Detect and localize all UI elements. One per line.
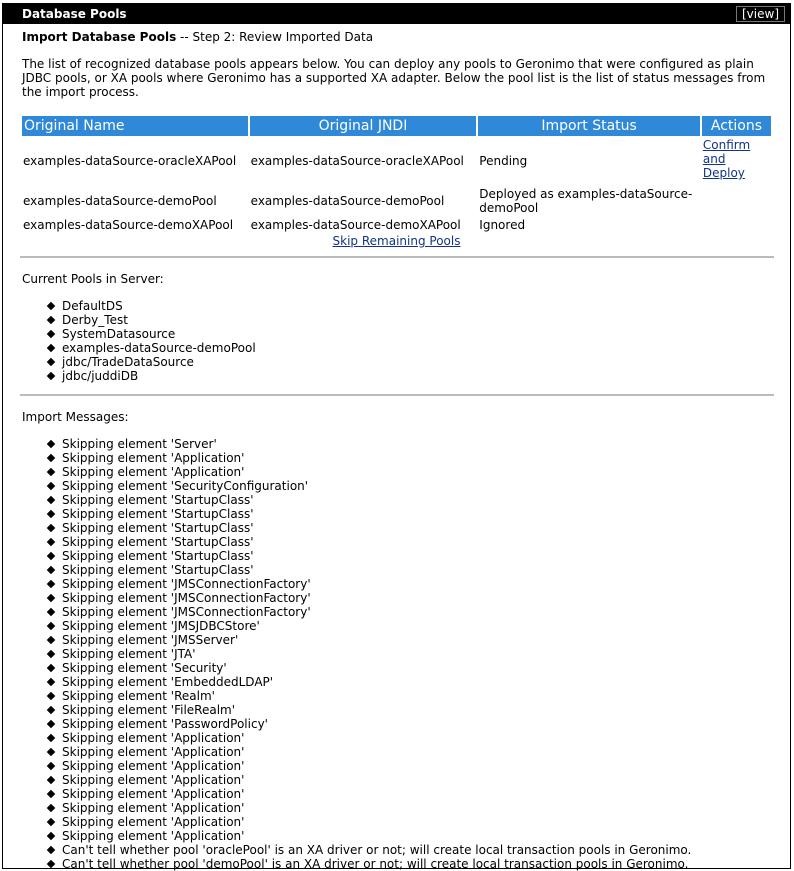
message-item <box>46 563 772 577</box>
pool-status: Ignored <box>479 218 526 232</box>
pools-table-header <box>22 116 771 136</box>
bullet-icon <box>47 692 55 700</box>
bullet-icon <box>47 302 55 310</box>
message-item <box>46 773 772 787</box>
list-item-text: SystemDatasource <box>62 327 176 341</box>
message-item <box>46 605 772 619</box>
message-item <box>46 479 772 493</box>
bullet-icon <box>47 622 55 630</box>
bullet-icon <box>47 636 55 644</box>
bullet-icon <box>47 524 55 532</box>
bullet-icon <box>47 482 55 490</box>
import-messages-list <box>22 437 772 871</box>
message-item <box>46 843 772 857</box>
bullet-icon <box>47 594 55 602</box>
message-item-text: Skipping element 'StartupClass' <box>62 521 254 535</box>
pool-status: Pending <box>479 154 528 168</box>
bullet-icon <box>47 330 55 338</box>
message-item <box>46 717 772 731</box>
bullet-icon <box>47 804 55 812</box>
bullet-icon <box>47 818 55 826</box>
pool-jndi: examples-dataSource-oracleXAPool <box>250 154 464 168</box>
message-item-text: Skipping element 'JMSServer' <box>62 633 239 647</box>
portlet-content <box>3 24 790 871</box>
message-item-text: Skipping element 'EmbeddedLDAP' <box>62 675 274 689</box>
message-item <box>46 451 772 465</box>
message-item <box>46 633 772 647</box>
message-item <box>46 507 772 521</box>
message-item-text: Skipping element 'JMSConnectionFactory' <box>62 577 311 591</box>
divider <box>20 256 774 258</box>
col-import-status: Import Status <box>478 116 700 136</box>
message-item <box>46 857 772 871</box>
message-item-text: Skipping element 'Application' <box>62 731 245 745</box>
table-row <box>22 138 771 184</box>
intro-text: The list of recognized database pools appears below. You can deploy any pools to Geronimo that were configured as plain JDBC pools, or XA pools where Geronimo has a supported XA adapter. Below the pool list is the list of status messages from the import process. <box>22 57 766 99</box>
list-item <box>46 369 772 383</box>
page-heading-title: Import Database Pools <box>22 30 177 44</box>
pool-action <box>702 138 771 184</box>
confirm-link-word-2: and <box>702 152 726 166</box>
list-item-text: jdbc/juddiDB <box>62 369 139 383</box>
pool-jndi: examples-dataSource-demoPool <box>250 194 445 208</box>
bullet-icon <box>47 468 55 476</box>
message-item <box>46 647 772 661</box>
message-item <box>46 493 772 507</box>
message-item-text: Skipping element 'Application' <box>62 465 245 479</box>
bullet-icon <box>47 720 55 728</box>
bullet-icon <box>47 566 55 574</box>
message-item-text: Skipping element 'Application' <box>62 759 245 773</box>
bullet-icon <box>47 776 55 784</box>
bullet-icon <box>47 344 55 352</box>
bullet-icon <box>47 454 55 462</box>
message-item <box>46 787 772 801</box>
message-item-text: Skipping element 'StartupClass' <box>62 549 254 563</box>
pool-jndi: examples-dataSource-demoXAPool <box>250 218 461 232</box>
message-item <box>46 801 772 815</box>
message-item <box>46 549 772 563</box>
message-item-text: Skipping element 'Application' <box>62 745 245 759</box>
message-item <box>46 703 772 717</box>
pool-name: examples-dataSource-demoXAPool <box>23 218 234 232</box>
bullet-icon <box>47 706 55 714</box>
message-item <box>46 437 772 451</box>
bullet-icon <box>47 580 55 588</box>
message-item-text: Skipping element 'Application' <box>62 787 245 801</box>
col-original-name: Original Name <box>22 116 248 136</box>
message-item-text: Skipping element 'Security' <box>62 661 227 675</box>
list-item <box>46 327 772 341</box>
bullet-icon <box>47 316 55 324</box>
message-item <box>46 689 772 703</box>
bullet-icon <box>47 734 55 742</box>
divider <box>20 394 774 396</box>
message-item-text: Skipping element 'PasswordPolicy' <box>62 717 268 731</box>
bullet-icon <box>47 510 55 518</box>
message-item-text: Skipping element 'SecurityConfiguration' <box>62 479 309 493</box>
bullet-icon <box>47 358 55 366</box>
message-item-text: Skipping element 'StartupClass' <box>62 493 254 507</box>
pool-action <box>702 186 771 216</box>
message-item <box>46 661 772 675</box>
portlet-titlebar <box>3 4 790 24</box>
bullet-icon <box>47 538 55 546</box>
confirm-link-word-3: Deploy <box>702 166 745 180</box>
confirm-and-deploy-link[interactable] <box>703 138 750 180</box>
message-item-text: Skipping element 'Realm' <box>62 689 215 703</box>
skip-row <box>22 234 771 248</box>
bullet-icon <box>47 790 55 798</box>
list-item <box>46 313 772 327</box>
message-item-text: Skipping element 'JMSConnectionFactory' <box>62 605 311 619</box>
message-item-text: Skipping element 'Application' <box>62 801 245 815</box>
message-item-text: Skipping element 'FileRealm' <box>62 703 236 717</box>
database-pools-portlet <box>2 3 791 869</box>
import-messages-label: Import Messages: <box>22 410 129 424</box>
message-item-text: Skipping element 'Server' <box>62 437 217 451</box>
message-item <box>46 535 772 549</box>
bullet-icon <box>47 608 55 616</box>
message-item <box>46 675 772 689</box>
pools-table <box>20 114 773 250</box>
skip-remaining-pools-link[interactable]: Skip Remaining Pools <box>332 234 461 248</box>
list-item <box>46 355 772 369</box>
message-item-text: Can't tell whether pool 'demoPool' is an XA driver or not; will create local transaction pools in Geronimo. <box>62 857 689 871</box>
bullet-icon <box>47 664 55 672</box>
bullet-icon <box>47 496 55 504</box>
message-item <box>46 759 772 773</box>
table-row <box>22 218 771 232</box>
pool-action <box>702 218 771 232</box>
bullet-icon <box>47 552 55 560</box>
bullet-icon <box>47 846 55 854</box>
portlet-title: Database Pools <box>22 7 127 21</box>
bullet-icon <box>47 440 55 448</box>
bullet-icon <box>47 860 55 868</box>
message-item <box>46 521 772 535</box>
bullet-icon <box>47 762 55 770</box>
skip-cell <box>22 234 771 248</box>
list-item-text: DefaultDS <box>62 299 123 313</box>
list-item-text: Derby_Test <box>62 313 128 327</box>
message-item-text: Can't tell whether pool 'oraclePool' is an XA driver or not; will create local transaction pools in Geronimo. <box>62 843 692 857</box>
list-item <box>46 341 772 355</box>
message-item-text: Skipping element 'StartupClass' <box>62 535 254 549</box>
list-item-text: jdbc/TradeDataSource <box>62 355 194 369</box>
bullet-icon <box>47 650 55 658</box>
message-item-text: Skipping element 'Application' <box>62 829 245 843</box>
message-item-text: Skipping element 'JTA' <box>62 647 196 661</box>
message-item-text: Skipping element 'StartupClass' <box>62 507 254 521</box>
list-item-text: examples-dataSource-demoPool <box>62 341 256 355</box>
message-item-text: Skipping element 'Application' <box>62 815 245 829</box>
current-pools-list <box>22 299 772 383</box>
view-button[interactable]: [view] <box>736 6 785 22</box>
bullet-icon <box>47 372 55 380</box>
pool-name: examples-dataSource-demoPool <box>23 194 217 208</box>
page-heading-step: -- Step 2: Review Imported Data <box>176 30 374 44</box>
message-item <box>46 731 772 745</box>
page-heading <box>22 30 772 44</box>
message-item <box>46 745 772 759</box>
message-item-text: Skipping element 'Application' <box>62 773 245 787</box>
message-item-text: Skipping element 'Application' <box>62 451 245 465</box>
message-item <box>46 829 772 843</box>
pool-status: Deployed as examples-dataSource-demoPool <box>479 187 693 215</box>
bullet-icon <box>47 748 55 756</box>
bullet-icon <box>47 678 55 686</box>
message-item-text: Skipping element 'StartupClass' <box>62 563 254 577</box>
confirm-link-word-1: Confirm <box>702 138 751 152</box>
message-item-text: Skipping element 'JMSJDBCStore' <box>62 619 260 633</box>
pool-name: examples-dataSource-oracleXAPool <box>23 154 237 168</box>
message-item <box>46 815 772 829</box>
table-row <box>22 186 771 216</box>
message-item <box>46 591 772 605</box>
col-actions: Actions <box>702 116 771 136</box>
message-item <box>46 465 772 479</box>
message-item <box>46 619 772 633</box>
col-original-jndi: Original JNDI <box>250 116 477 136</box>
bullet-icon <box>47 832 55 840</box>
message-item-text: Skipping element 'JMSConnectionFactory' <box>62 591 311 605</box>
current-pools-label: Current Pools in Server: <box>22 272 164 286</box>
list-item <box>46 299 772 313</box>
message-item <box>46 577 772 591</box>
